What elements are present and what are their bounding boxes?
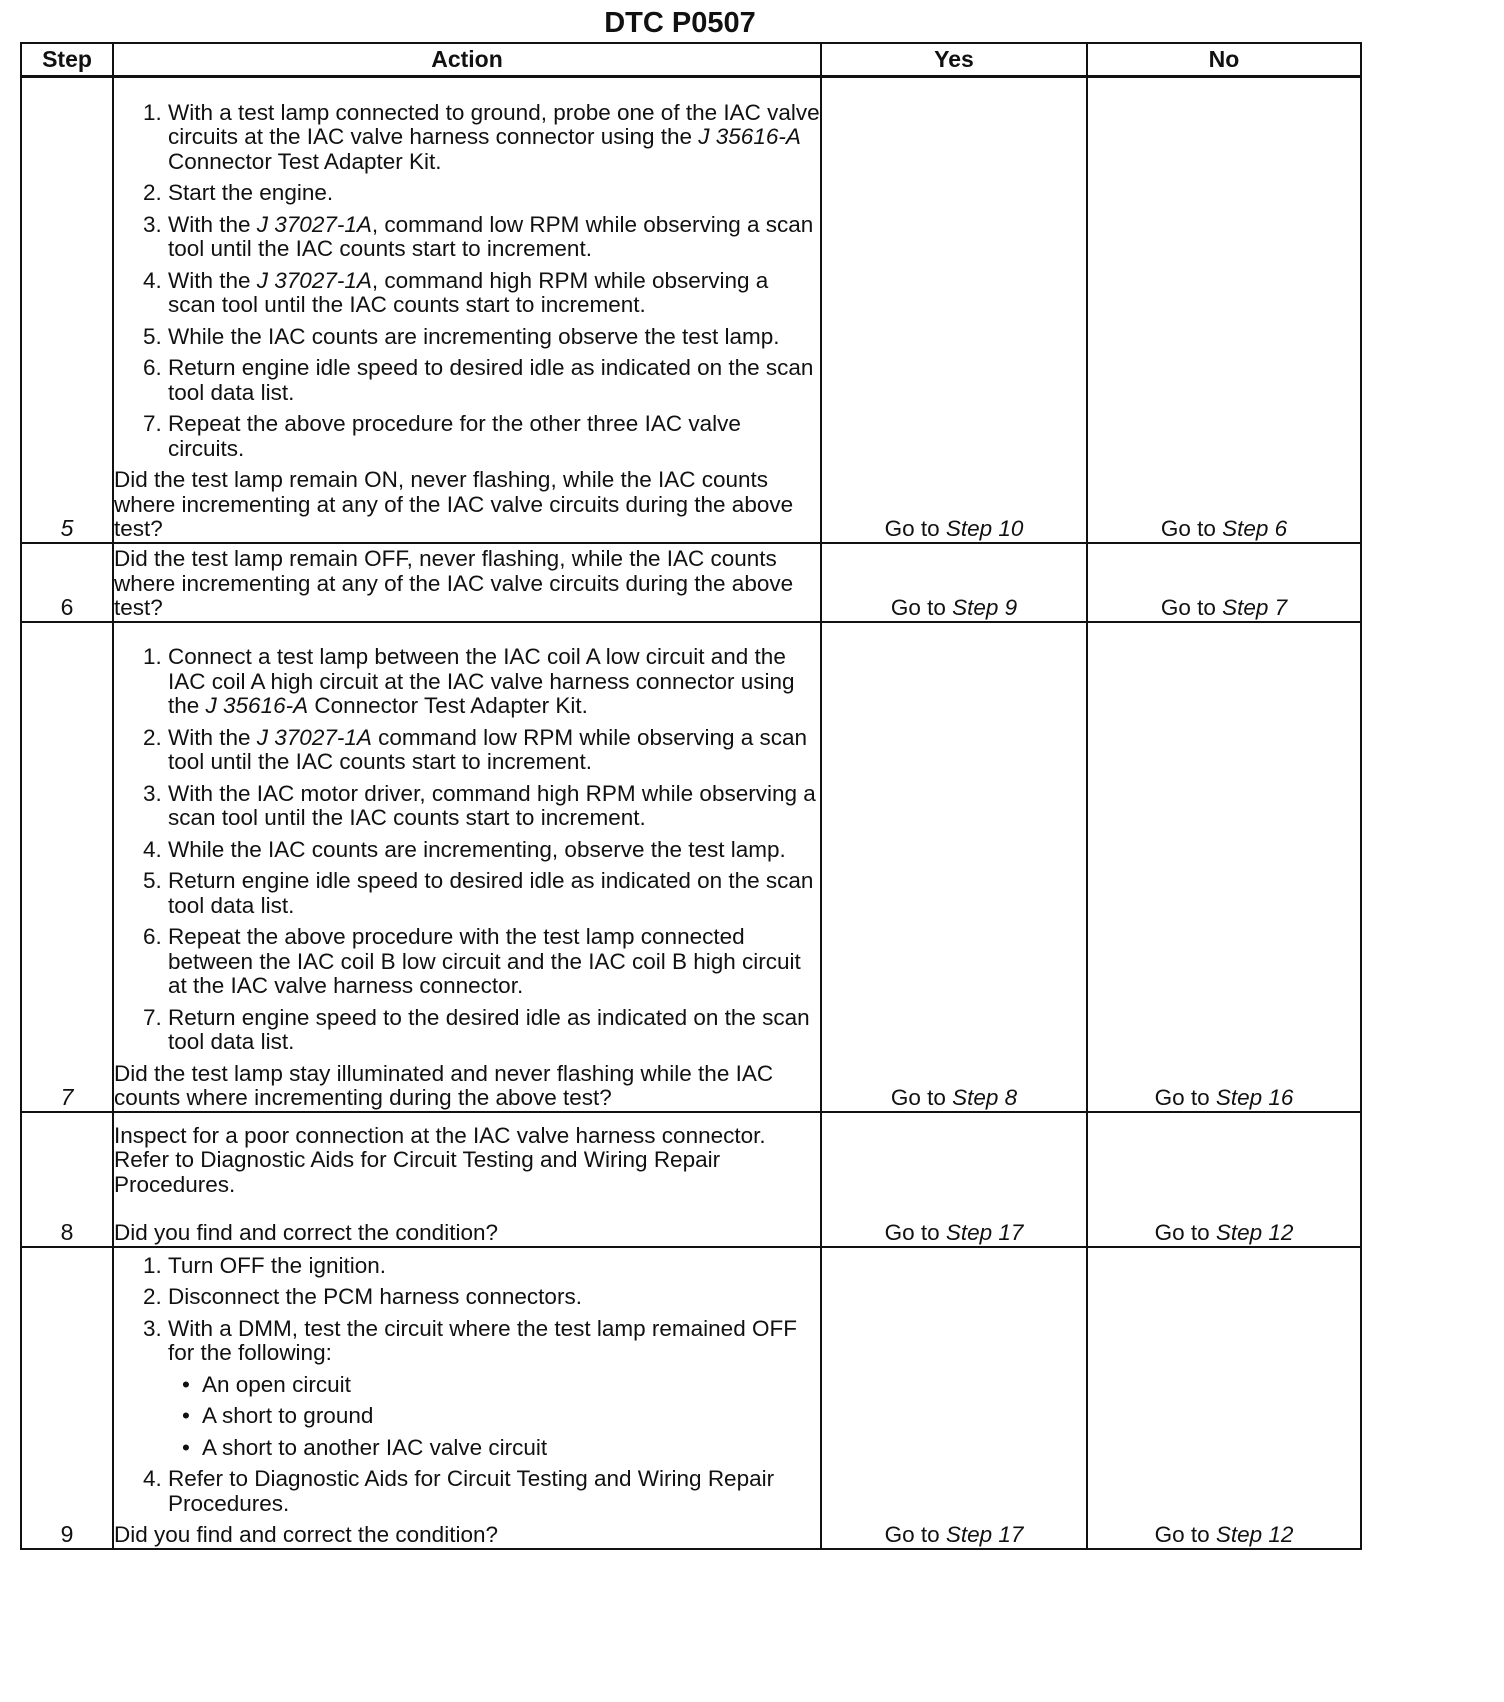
- list-item: 2. With the J 37027-1A command low RPM while observing a scan tool until the IAC counts start to increment.: [168, 726, 820, 775]
- header-action: Action: [113, 43, 821, 77]
- list-item: 4. While the IAC counts are incrementing, observe the test lamp.: [168, 838, 820, 863]
- list-item: 5. Return engine idle speed to desired idle as indicated on the scan tool data list.: [168, 869, 820, 918]
- step-number: 6: [21, 543, 113, 622]
- step-link: Step 9: [952, 594, 1018, 620]
- list-item: 4. Refer to Diagnostic Aids for Circuit Testing and Wiring Repair Procedures.: [168, 1467, 820, 1516]
- list-item: 7. Return engine speed to the desired idle as indicated on the scan tool data list.: [168, 1006, 820, 1055]
- list-item: 6. Repeat the above procedure with the test lamp connected between the IAC coil B low circuit and the IAC coil B high circuit at the IAC valve harness connector.: [168, 925, 820, 999]
- action-cell: [113, 77, 821, 543]
- step-link: Step 16: [1215, 1084, 1294, 1110]
- table-row-step-8: [21, 1112, 1361, 1247]
- question-text: Did the test lamp stay illuminated and never flashing while the IAC counts where incrementing during the above test?: [114, 1060, 774, 1110]
- step-number: 9: [21, 1247, 113, 1549]
- list-item: 3. With the IAC motor driver, command high RPM while observing a scan tool until the IAC counts start to increment.: [168, 782, 820, 831]
- step-number: 7: [21, 622, 113, 1112]
- list-item: 1. With a test lamp connected to ground, probe one of the IAC valve circuits at the IAC valve harness connector using the J 35616-A Connector Test Adapter Kit.: [168, 101, 820, 175]
- tool-reference: J 37027-1A: [256, 211, 372, 237]
- action-cell: [113, 1112, 821, 1247]
- header-yes: Yes: [821, 43, 1087, 77]
- question-text: Did you find and correct the condition?: [114, 1522, 498, 1547]
- list-item: 1. Turn OFF the ignition.: [168, 1254, 820, 1279]
- list-item: 2. Start the engine.: [168, 181, 820, 206]
- action-cell: [113, 543, 821, 622]
- table-row-step-6: [21, 543, 1361, 622]
- procedure-list: [114, 645, 820, 1055]
- yes-cell: Go to Step 17: [821, 1247, 1087, 1549]
- bullet-list: [168, 1373, 820, 1461]
- no-cell: Go to Step 7: [1087, 543, 1361, 622]
- step-link: Step 6: [1222, 515, 1288, 541]
- step-link: Step 17: [945, 1219, 1024, 1245]
- list-item: 3. With the J 37027-1A, command low RPM while observing a scan tool until the IAC counts start to increment.: [168, 213, 820, 262]
- instruction-text: Inspect for a poor connection at the IAC valve harness connector.: [114, 1122, 766, 1148]
- step-link: Step 12: [1215, 1219, 1294, 1245]
- bullet-item: • A short to ground: [202, 1404, 820, 1429]
- list-item: 3. With a DMM, test the circuit where the test lamp remained OFF for the following: • An open circuit • A short to ground • A short to another IAC valve circuit: [168, 1317, 820, 1461]
- no-cell: Go to Step 6: [1087, 77, 1361, 543]
- bullet-item: • A short to another IAC valve circuit: [202, 1436, 820, 1461]
- step-number: 5: [21, 77, 113, 543]
- header-row: [21, 43, 1361, 77]
- step-number: 8: [21, 1112, 113, 1247]
- no-cell: Go to Step 16: [1087, 622, 1361, 1112]
- list-item: 4. With the J 37027-1A, command high RPM while observing a scan tool until the IAC counts start to increment.: [168, 269, 820, 318]
- tool-reference: J 37027-1A: [256, 724, 372, 750]
- question-text: Did the test lamp remain ON, never flashing, while the IAC counts where incrementing at any of the IAC valve circuits during the above test?: [114, 467, 794, 541]
- list-item: 7. Repeat the above procedure for the other three IAC valve circuits.: [168, 412, 820, 461]
- yes-cell: Go to Step 10: [821, 77, 1087, 543]
- yes-cell: Go to Step 8: [821, 622, 1087, 1112]
- header-no: No: [1087, 43, 1361, 77]
- yes-cell: Go to Step 9: [821, 543, 1087, 622]
- procedure-list: [114, 1254, 820, 1517]
- table-row-step-7: [21, 622, 1361, 1112]
- tool-reference: J 37027-1A: [256, 267, 372, 293]
- procedure-list: [114, 101, 820, 462]
- table-row-step-5: [21, 77, 1361, 543]
- table-row-step-9: [21, 1247, 1361, 1549]
- diagnostic-table: [20, 42, 1362, 1550]
- question-text: Did you find and correct the condition?: [114, 1220, 498, 1245]
- step-link: Step 7: [1222, 594, 1288, 620]
- list-item: 2. Disconnect the PCM harness connectors.: [168, 1285, 820, 1310]
- yes-cell: Go to Step 17: [821, 1112, 1087, 1247]
- document-title: DTC P0507: [604, 7, 756, 39]
- tool-reference: J 35616-A: [698, 124, 801, 149]
- list-item: 1. Connect a test lamp between the IAC coil A low circuit and the IAC coil A high circuit at the IAC valve harness connector using the J 35616-A Connector Test Adapter Kit.: [168, 645, 820, 719]
- step-link: Step 8: [952, 1084, 1018, 1110]
- tool-reference: J 35616-A: [205, 693, 309, 718]
- no-cell: Go to Step 12: [1087, 1247, 1361, 1549]
- step-link: Step 10: [945, 515, 1024, 541]
- question-text: Did the test lamp remain OFF, never flashing, while the IAC counts where incrementing at any of the IAC valve circuits during the above test?: [114, 546, 794, 620]
- step-link: Step 17: [945, 1521, 1024, 1547]
- list-item: 5. While the IAC counts are incrementing observe the test lamp.: [168, 325, 820, 350]
- bullet-item: • An open circuit: [202, 1373, 820, 1398]
- action-cell: [113, 622, 821, 1112]
- action-cell: [113, 1247, 821, 1549]
- step-link: Step 12: [1215, 1521, 1294, 1547]
- list-item: 6. Return engine idle speed to desired idle as indicated on the scan tool data list.: [168, 356, 820, 405]
- header-step: Step: [21, 43, 113, 77]
- no-cell: Go to Step 12: [1087, 1112, 1361, 1247]
- reference-text: Refer to Diagnostic Aids for Circuit Testing and Wiring Repair Procedures.: [114, 1147, 721, 1197]
